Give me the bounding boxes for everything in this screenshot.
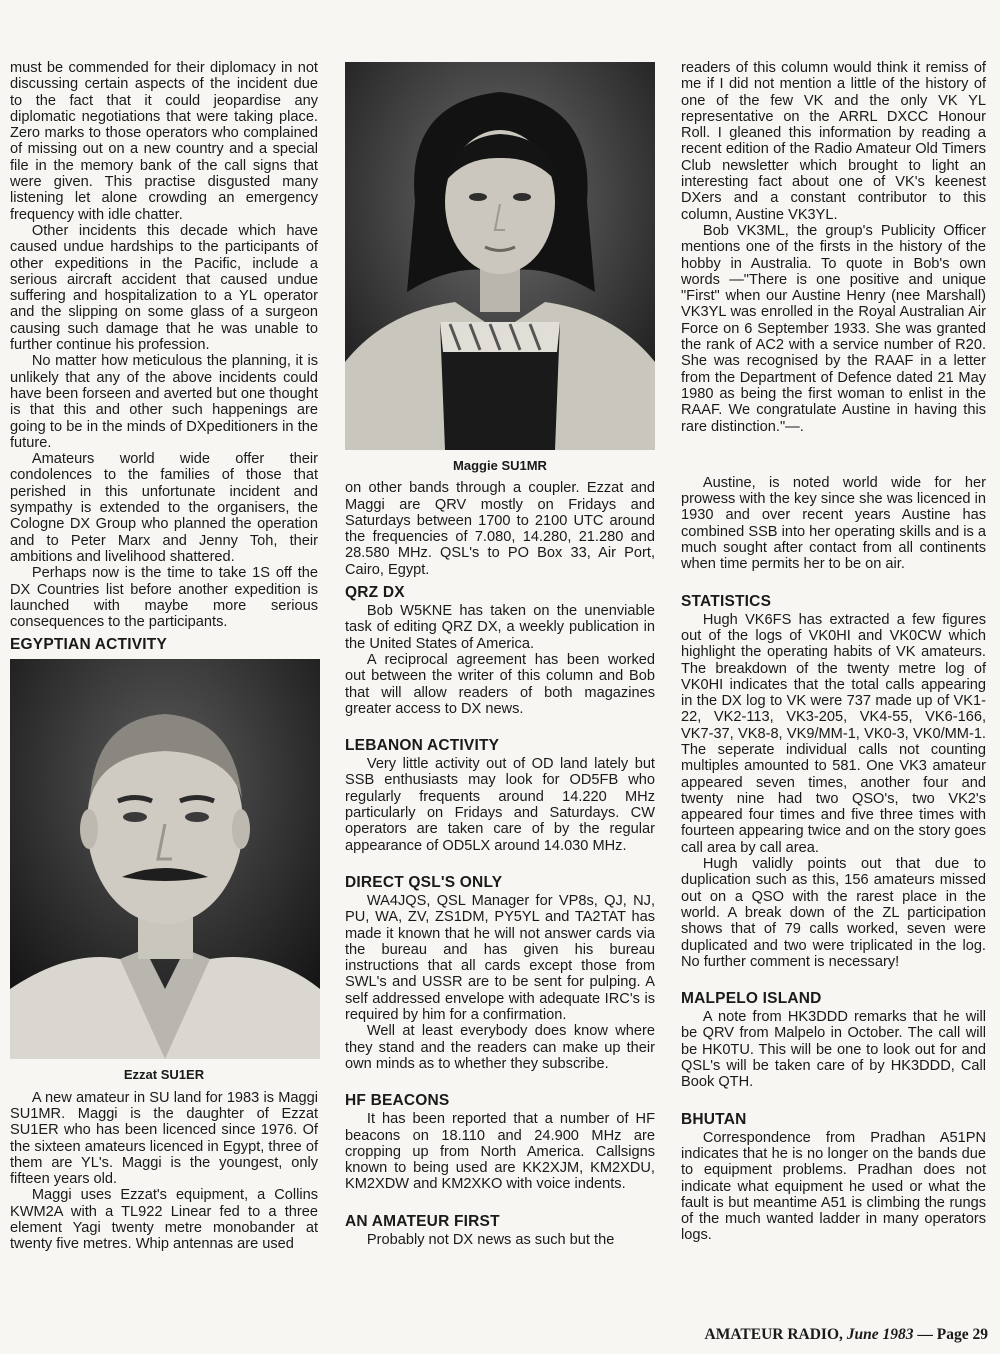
article-paragraph: Hugh VK6FS has extracted a few figures out of the logs of VK0HI and VK0CW which highlight the operating habits of VK amateurs. The breakdown of the twenty metre log of VK0HI indicates that the total calls appearing in the DX log to VK were 737 made up of VK1-22, VK2-113, VK3-205, VK4-55, VK6-166, VK7-37, VK8-8, VK9/MM-1, VK0-3, VK0/MM-1. The seperate individual calls not counting multiples amounted to 581. One VK3 amateur appeared seven times, another four and twenty nine had two QSO's, two VK2's appeared four times and five three times with fourteen appearing twice and on the story goes call area by call area. (681, 611, 986, 856)
article-paragraph: Bob VK3ML, the group's Publicity Officer mentions one of the firsts in the history of the hobby in Australia. To quote in Bob's own words —"There is one positive and unique "First" when our Austine Henry (nee Marshall) VK3YL was enrolled in the Royal Australian Air Force on 6 September 1933. She was granted the rank of AC2 with a service number of R20. She was recognised by the RAAF in a letter from the Department of Defence dated 21 May 1980 as being the first woman to enlist in the RAAF. We congratulate Austine in having this rare distinction."—. (681, 222, 986, 435)
maggie-photo (345, 62, 655, 450)
article-paragraph: Bob W5KNE has taken on the unenviable task of editing QRZ DX, a weekly publication in the United States of America. (345, 603, 655, 652)
article-paragraph: A new amateur in SU land for 1983 is Maggi SU1MR. Maggi is the daughter of Ezzat SU1ER who has been licenced since 1976. Of the sixteen amateurs licenced in Egypt, three of them are YL's. Maggi is the youngest, only fifteen years old. (10, 1089, 318, 1188)
egyptian-activity-heading: EGYPTIAN ACTIVITY (10, 636, 167, 654)
article-paragraph: Very little activity out of OD land lately but SSB enthusiasts may look for OD5FB who regularly frequents around 14.220 MHz particularly on Fridays and Saturdays. CW operators are taken care of by the regular appearance of OD5LX around 14.030 MHz. (345, 756, 655, 854)
ezzat-caption: Ezzat SU1ER (123, 1067, 205, 1083)
column-right (681, 60, 986, 1244)
article-paragraph: Maggi uses Ezzat's equipment, a Collins KWM2A with a TL922 Linear fed to a three element Yagi twenty metre monobander at twenty five metres. Whip antennas are used (10, 1187, 318, 1253)
article-paragraph: readers of this column would think it remiss of me if I did not mention a little of the history of one of the few VK and the only VK YL representative on the ARRL DXCC Honour Roll. I gleaned this information by reading a recent edition of the Radio Amateur Old Timers Club newsletter which brought to light an interesting fact about one of VK's keenest DXers and a constant contributor to this column, Austine VK3YL. (681, 60, 986, 223)
article-paragraph: on other bands through a coupler. Ezzat and Maggi are QRV mostly on Fridays and Saturdays between 1700 to 2100 UTC around the frequencies of 7.080, 14.280, 21.280 and 28.580 MHz. QSL's to PO Box 33, Air Port, Cairo, Egypt. (345, 480, 655, 578)
column-middle (345, 62, 655, 1248)
article-paragraph: Hugh validly points out that due to duplication such as this, 156 amateurs missed out on a QSO with the rarest place in the world. A break down of the ZL participation shows that of 79 calls worked, seven were duplicated and two were triplicated in the log. No further comment is necessary! (681, 856, 986, 970)
column-left (10, 60, 318, 1253)
article-paragraph: Correspondence from Pradhan A51PN indicates that he is no longer on the bands due to equipment problems. Pradhan does not indicate what equipment he used or what the fault is but meantime A51 is climbing the rungs of the much wanted ladder in many operators logs. (681, 1129, 986, 1244)
malpelo-island-heading: MALPELO ISLAND (681, 990, 822, 1008)
direct-qsl-heading: DIRECT QSL'S ONLY (345, 873, 503, 891)
statistics-heading: STATISTICS (681, 592, 772, 610)
article-paragraph: Amateurs world wide offer their condolences to the families of those that perished in this unfortunate incident and sympathy is extended to the organisers, the Cologne DX Group who planned the operation and to Peter Marx and Jenny Toh, their ambitions and livelihood shattered. (10, 451, 318, 565)
article-paragraph: Well at least everybody does know where they stand and the readers can make up their own minds as to whether they subscribe. (345, 1023, 655, 1072)
article-paragraph: A reciprocal agreement has been worked out between the writer of this column and Bob that will allow readers of both magazines greater access to DX news. (345, 651, 655, 717)
article-paragraph: Probably not DX news as such but the (366, 1231, 615, 1248)
article-paragraph: No matter how meticulous the planning, it is unlikely that any of the above incidents could have been forseen and averted but one thought is that this and other such happenings are going to be in the minds of DXpeditioners in the future. (10, 353, 318, 451)
issue-date: June 1983 (846, 1326, 914, 1343)
article-paragraph: must be commended for their diplomacy in not discussing certain aspects of the incident due to the fact that it could jeopardise any diplomatic negotiations that were taking place. Zero marks to those operators who complained of missing out on a new country and a special file in the memory bank of the call signs that were given. This practise disgusted many listening let alone crowding an emergency frequency with idle chatter. (10, 60, 318, 223)
amateur-first-heading: AN AMATEUR FIRST (345, 1212, 500, 1230)
article-paragraph: Austine, is noted world wide for her prowess with the key since she was licenced in 1930 and over recent years Austine has combined SSB into her operating skills and is a much sought after contact from all continents when time permits her to be on air. (681, 474, 987, 573)
hf-beacons-heading: HF BEACONS (345, 1092, 450, 1110)
article-paragraph: Perhaps now is the time to take 1S off the DX Countries list before another expedition is launched with maybe more serious consequences to the participants. (10, 565, 318, 631)
maggie-caption: Maggie SU1MR (453, 458, 547, 473)
bhutan-heading: BHUTAN (681, 1110, 747, 1128)
qrz-dx-heading: QRZ DX (345, 584, 405, 602)
article-paragraph: Other incidents this decade which have caused undue hardships to the participants of other expeditions in the Pacific, include a serious aircraft accident that caused undue suffering and hospitalization to a YL operator and the slipping on some glass of a surgeon causing such damage that he was unable to further continue his profession. (10, 222, 318, 354)
lebanon-activity-heading: LEBANON ACTIVITY (345, 737, 500, 755)
article-paragraph: It has been reported that a number of HF beacons on 18.110 and 24.900 MHz are cropping up from North America. Callsigns known to being used are KK2XJM, KM2XDU, KM2XDW and KM2XKO with voice indents. (345, 1111, 655, 1193)
article-paragraph: WA4JQS, QSL Manager for VP8s, QJ, NJ, PU, WA, ZV, ZS1DM, PY5YL and TA2TAT has made it known that he will not answer cards via the bureau and has given his bureau instructions that all cards except those from SWL's and USSR are to be sent for pulping. A self addressed envelope with adequate IRC's is required by him for a confirmation. (345, 892, 655, 1024)
page-number: — Page 29 (917, 1326, 988, 1343)
ezzat-photo (10, 659, 320, 1059)
magazine-name: AMATEUR RADIO, (704, 1326, 843, 1343)
article-paragraph: A note from HK3DDD remarks that he will be QRV from Malpelo in October. The call will be HK0TU. This will be one to look out for and QSL's will be taken care of by HK3DDD, Call Book QTH. (681, 1009, 986, 1091)
page-footer (705, 1326, 988, 1344)
